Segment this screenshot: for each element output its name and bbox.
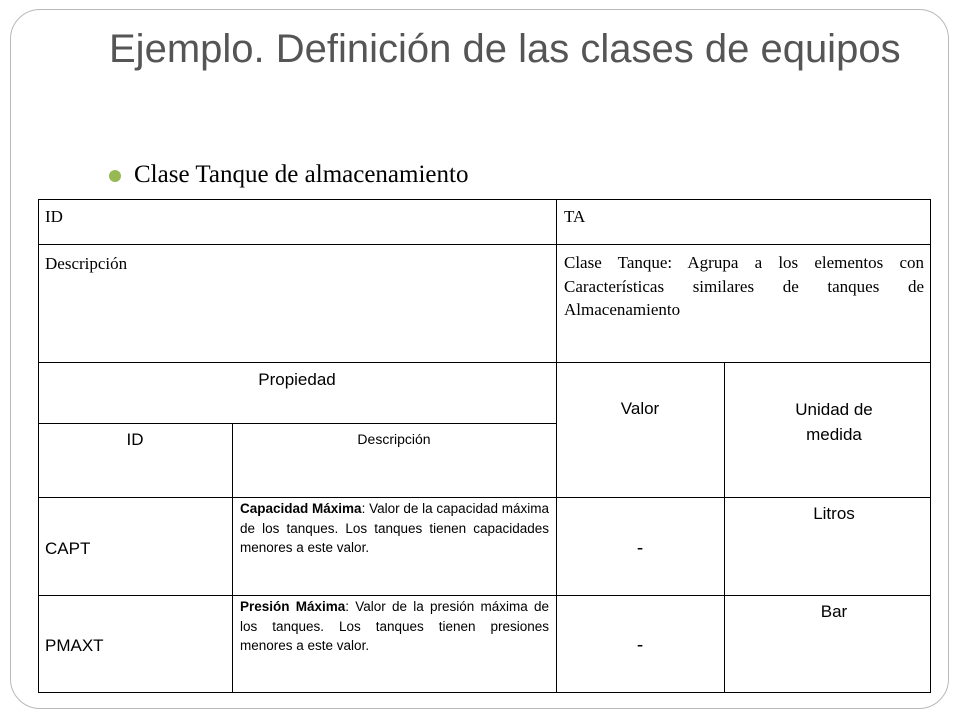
sub-id-header: ID xyxy=(126,430,144,449)
table-row-description xyxy=(240,597,549,656)
value-header: Valor xyxy=(620,399,660,418)
table-row-description xyxy=(240,499,549,558)
slide-title: Ejemplo. Definición de las clases de equipos xyxy=(109,27,901,71)
description-label: Descripción xyxy=(45,254,128,273)
property-name: Capacidad Máxima xyxy=(240,501,362,516)
table-line xyxy=(38,595,931,596)
table-line xyxy=(930,199,931,693)
property-detail: : Valor de la presión máxima de los tanques. Los tanques tienen presiones menores a este valor. xyxy=(240,599,550,653)
table-row-id: PMAXT xyxy=(45,636,104,655)
table-row-unit: Bar xyxy=(820,602,848,621)
id-value: TA xyxy=(564,207,586,226)
table-row-unit: Litros xyxy=(813,504,855,523)
property-header: Propiedad xyxy=(258,370,336,389)
table-line xyxy=(38,199,931,200)
table-line xyxy=(38,497,931,498)
table-line xyxy=(38,362,931,363)
bullet-text: Clase Tanque de almacenamiento xyxy=(134,161,469,188)
sub-description-header: Descripción xyxy=(357,431,431,447)
table-row-value: - xyxy=(636,538,644,559)
table-line xyxy=(232,423,233,693)
description-value: Clase Tanque: Agrupa a los elementos con Características similares de tanques de Almacenamiento xyxy=(564,253,924,319)
table-line xyxy=(38,692,931,693)
table-line xyxy=(556,199,557,693)
table-line xyxy=(724,362,725,693)
table-line xyxy=(38,244,931,245)
id-label: ID xyxy=(45,207,63,226)
bullet-dot-icon xyxy=(109,170,121,182)
property-detail: : Valor de la capacidad máxima de los tanques. Los tanques tienen capacidades menores a este valor. xyxy=(240,501,549,555)
table-line xyxy=(38,423,556,424)
unit-header: Unidad de medida xyxy=(795,400,873,444)
table-row-value: - xyxy=(636,635,644,656)
property-name: Presión Máxima xyxy=(240,599,346,614)
table-row-id: CAPT xyxy=(45,539,91,558)
